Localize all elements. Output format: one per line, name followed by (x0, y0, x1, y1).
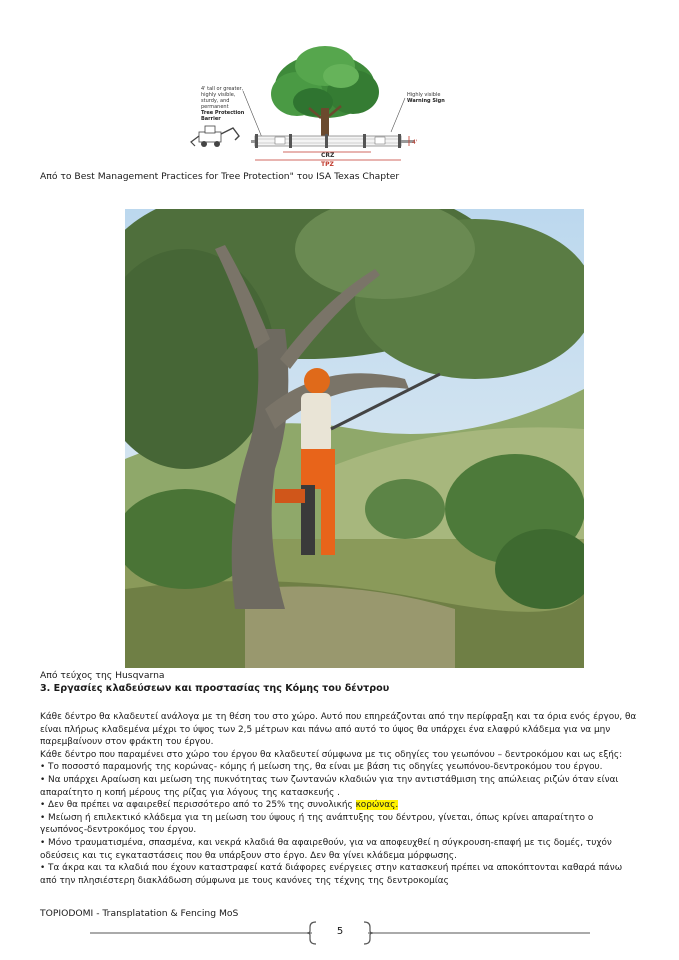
paragraph: Κάθε δέντρο που παραμένει στο χώρο του έργου θα κλαδευτεί σύμφωνα με τις οδηγίες του γεωπόνου – δεντροκόμου και ως εξής: (40, 749, 623, 760)
tree-illustration (271, 46, 379, 140)
barrier-label-bold: Tree Protection (201, 110, 245, 116)
barrier-label-line: permanent (201, 104, 229, 110)
barrier-label-bold: Barrier (201, 116, 221, 122)
tpz-label: TPZ (321, 161, 334, 168)
paragraph: Κάθε δέντρο θα κλαδευτεί ανάλογα με τη θέση του στο χώρο. Αυτό που επηρεάζονται από την περίφραξη και τα όρια ενός έργου, θα είναι πλήρως κλαδεμένα μέχρι το ύψος των 2,5 μέτρων και πάνω από αυτό το ύψος θα υπάρχει ένα ελαφρύ κλάδεμα για να μην παρεμβαίνουν στον φράκτη του έργου. (40, 712, 637, 748)
tree-protection-diagram (185, 36, 445, 168)
diagram-caption: Από το Best Management Practices for Tree Protection" του ISA Texas Chapter (40, 171, 400, 182)
bullet-text: • Δεν θα πρέπει να αφαιρεθεί περισσότερο από το 25% της συνολικής (40, 800, 356, 811)
sign-label-bold: Warning Sign (407, 98, 445, 104)
pruning-photo (125, 209, 584, 668)
crz-label: CRZ (321, 152, 335, 159)
height-label: 4' (412, 139, 418, 146)
barrier-label-line: sturdy, and (201, 98, 230, 104)
bullet-item: • Να υπάρχει Αραίωση και μείωση της πυκνότητας των ζωντανών κλαδιών για την αντιστάθμιση της απώλειας ριζών όταν είναι απαραίτητο η κοπή μέρους της ρίζας για λόγους της κατασκευής . (40, 774, 619, 798)
fence-barrier (255, 134, 401, 148)
bullet-item: • Το ποσοστό παραμονής της κορώνας- κόμης ή μείωση της, θα είναι με βάση τις οδηγίες γεωπόνου-δεντροκόμου του έργου. (40, 762, 603, 773)
barrier-label-line: 4' tall or greater, (201, 86, 244, 92)
highlighted-word: κορώνας. (355, 800, 399, 811)
bullet-item (40, 799, 640, 812)
footer-text: TOPIODOMI - Transplatation & Fencing MoS (40, 908, 239, 919)
photo-caption: Από τεύχος της Husqvarna (40, 670, 165, 681)
bullet-item: • Μείωση ή επιλεκτικό κλάδεμα για τη μείωση του ύψους ή της ανάπτυξης του δέντρου, γίνεται, όπως κρίνει απαραίτητο ο γεωπόνος-δεντροκόμος του έργου. (40, 812, 594, 836)
section-title: 3. Εργασίες κλαδεύσεων και προστασίας της Κόμης του δέντρου (40, 683, 390, 694)
excavator-icon (191, 126, 239, 147)
sign-label: Highly visible (407, 92, 441, 98)
bullet-item: • Τα άκρα και τα κλαδιά που έχουν καταστραφεί κατά διάφορες ενέργειες στην κατασκευή πρέπει να αποκόπτονται καθαρά πάνω από την πλησιέστερη διακλάδωση σύμφωνα με τους κανόνες της τέχνης της δεντροκομίας (40, 863, 623, 886)
barrier-label-line: highly visible, (201, 92, 236, 98)
bullet-item: • Μόνο τραυματισμένα, σπασμένα, και νεκρά κλαδιά θα αφαιρεθούν, για να αποφευχθεί η σύγκρουση-επαφή με τις δομές, τυχόν οδεύσεις και τις εγκαταστάσεις που θα υπάρξουν στο έργο. Δεν θα γίνει κλάδεμα μόρφωσης. (40, 837, 612, 861)
page-number: 5 (336, 926, 344, 937)
body-text (40, 711, 640, 887)
